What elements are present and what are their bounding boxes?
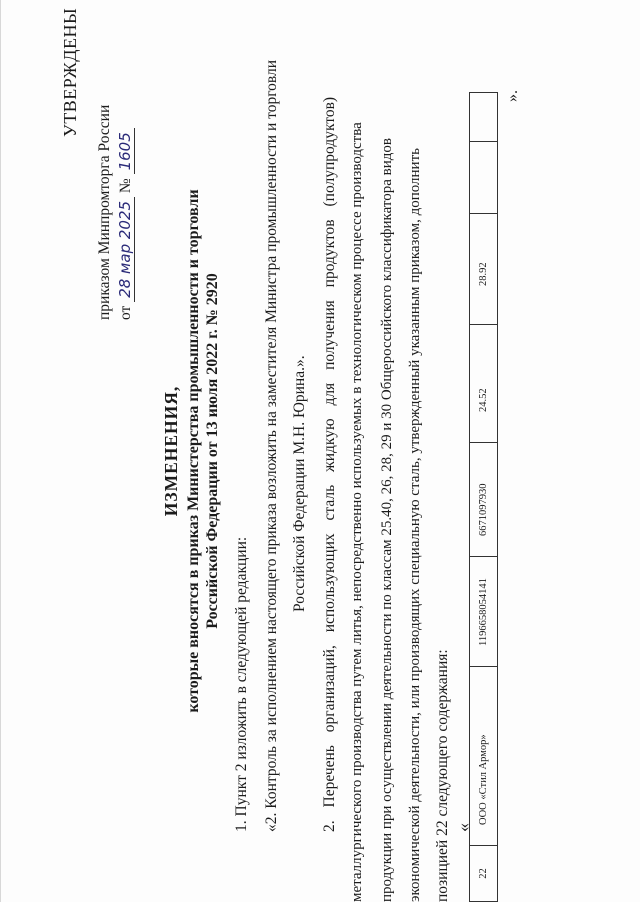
rotated-content [1, 0, 640, 902]
opening-quote: « [453, 823, 473, 832]
table-cell-okved-1: 24.52 [470, 324, 497, 442]
table-cell-empty-1 [470, 141, 497, 213]
table-cell-ogrn: 1196658054141 [470, 556, 497, 666]
organizations-table-row [469, 92, 498, 902]
handwritten-date: 28 мар 2025 [116, 197, 135, 302]
order-date-line [116, 128, 135, 320]
paragraph-5: металлургического производства путем литья, непосредственно используемых в технологическом процессе производства [349, 122, 365, 902]
paragraph-4: 2. Перечень организаций, использующих сталь жидкую для получения продуктов (полупродуктов) [321, 96, 338, 832]
handwritten-number: 1605 [116, 128, 135, 174]
table-cell-empty-2 [470, 93, 497, 141]
paragraph-8: позицией 22 следующего содержания: [434, 649, 451, 902]
table-cell-okved-2: 28.92 [470, 213, 497, 324]
title-subline-1: которые вносятся в приказ Министерства промышленности и торговли [185, 189, 202, 713]
table-cell-organization: ООО «Стил Армор» [470, 666, 497, 845]
paragraph-1: 1. Пункт 2 изложить в следующей редакции: [233, 536, 250, 832]
approved-heading: УТВЕРЖДЕНЫ [60, 7, 80, 137]
paragraph-6: продукции при осуществлении деятельности по классам 25.40, 26, 28, 29 и 30 Общероссийского классификатора видов [379, 138, 395, 902]
order-line: приказом Минпромторга России [96, 104, 113, 320]
closing-quote: ». [504, 90, 521, 102]
paragraph-3: Российской Федерации М.Н. Юрина.». [291, 355, 308, 612]
paragraph-7: экономической деятельности, или производящих специальную сталь, утвержденный указанным приказом, дополнить [407, 148, 423, 902]
order-prefix: от [117, 305, 134, 320]
paragraph-2: «2. Контроль за исполнением настоящего приказа возложить на заместителя Министра промышленности и торговли [263, 59, 280, 832]
order-number-label: № [117, 178, 134, 194]
title-subline-2: Российской Федерации от 13 июля 2022 г. № 2920 [204, 273, 221, 629]
table-cell-number: 22 [470, 845, 497, 901]
table-cell-inn: 6671097930 [470, 442, 497, 556]
document-title: ИЗМЕНЕНИЯ, [161, 385, 181, 517]
